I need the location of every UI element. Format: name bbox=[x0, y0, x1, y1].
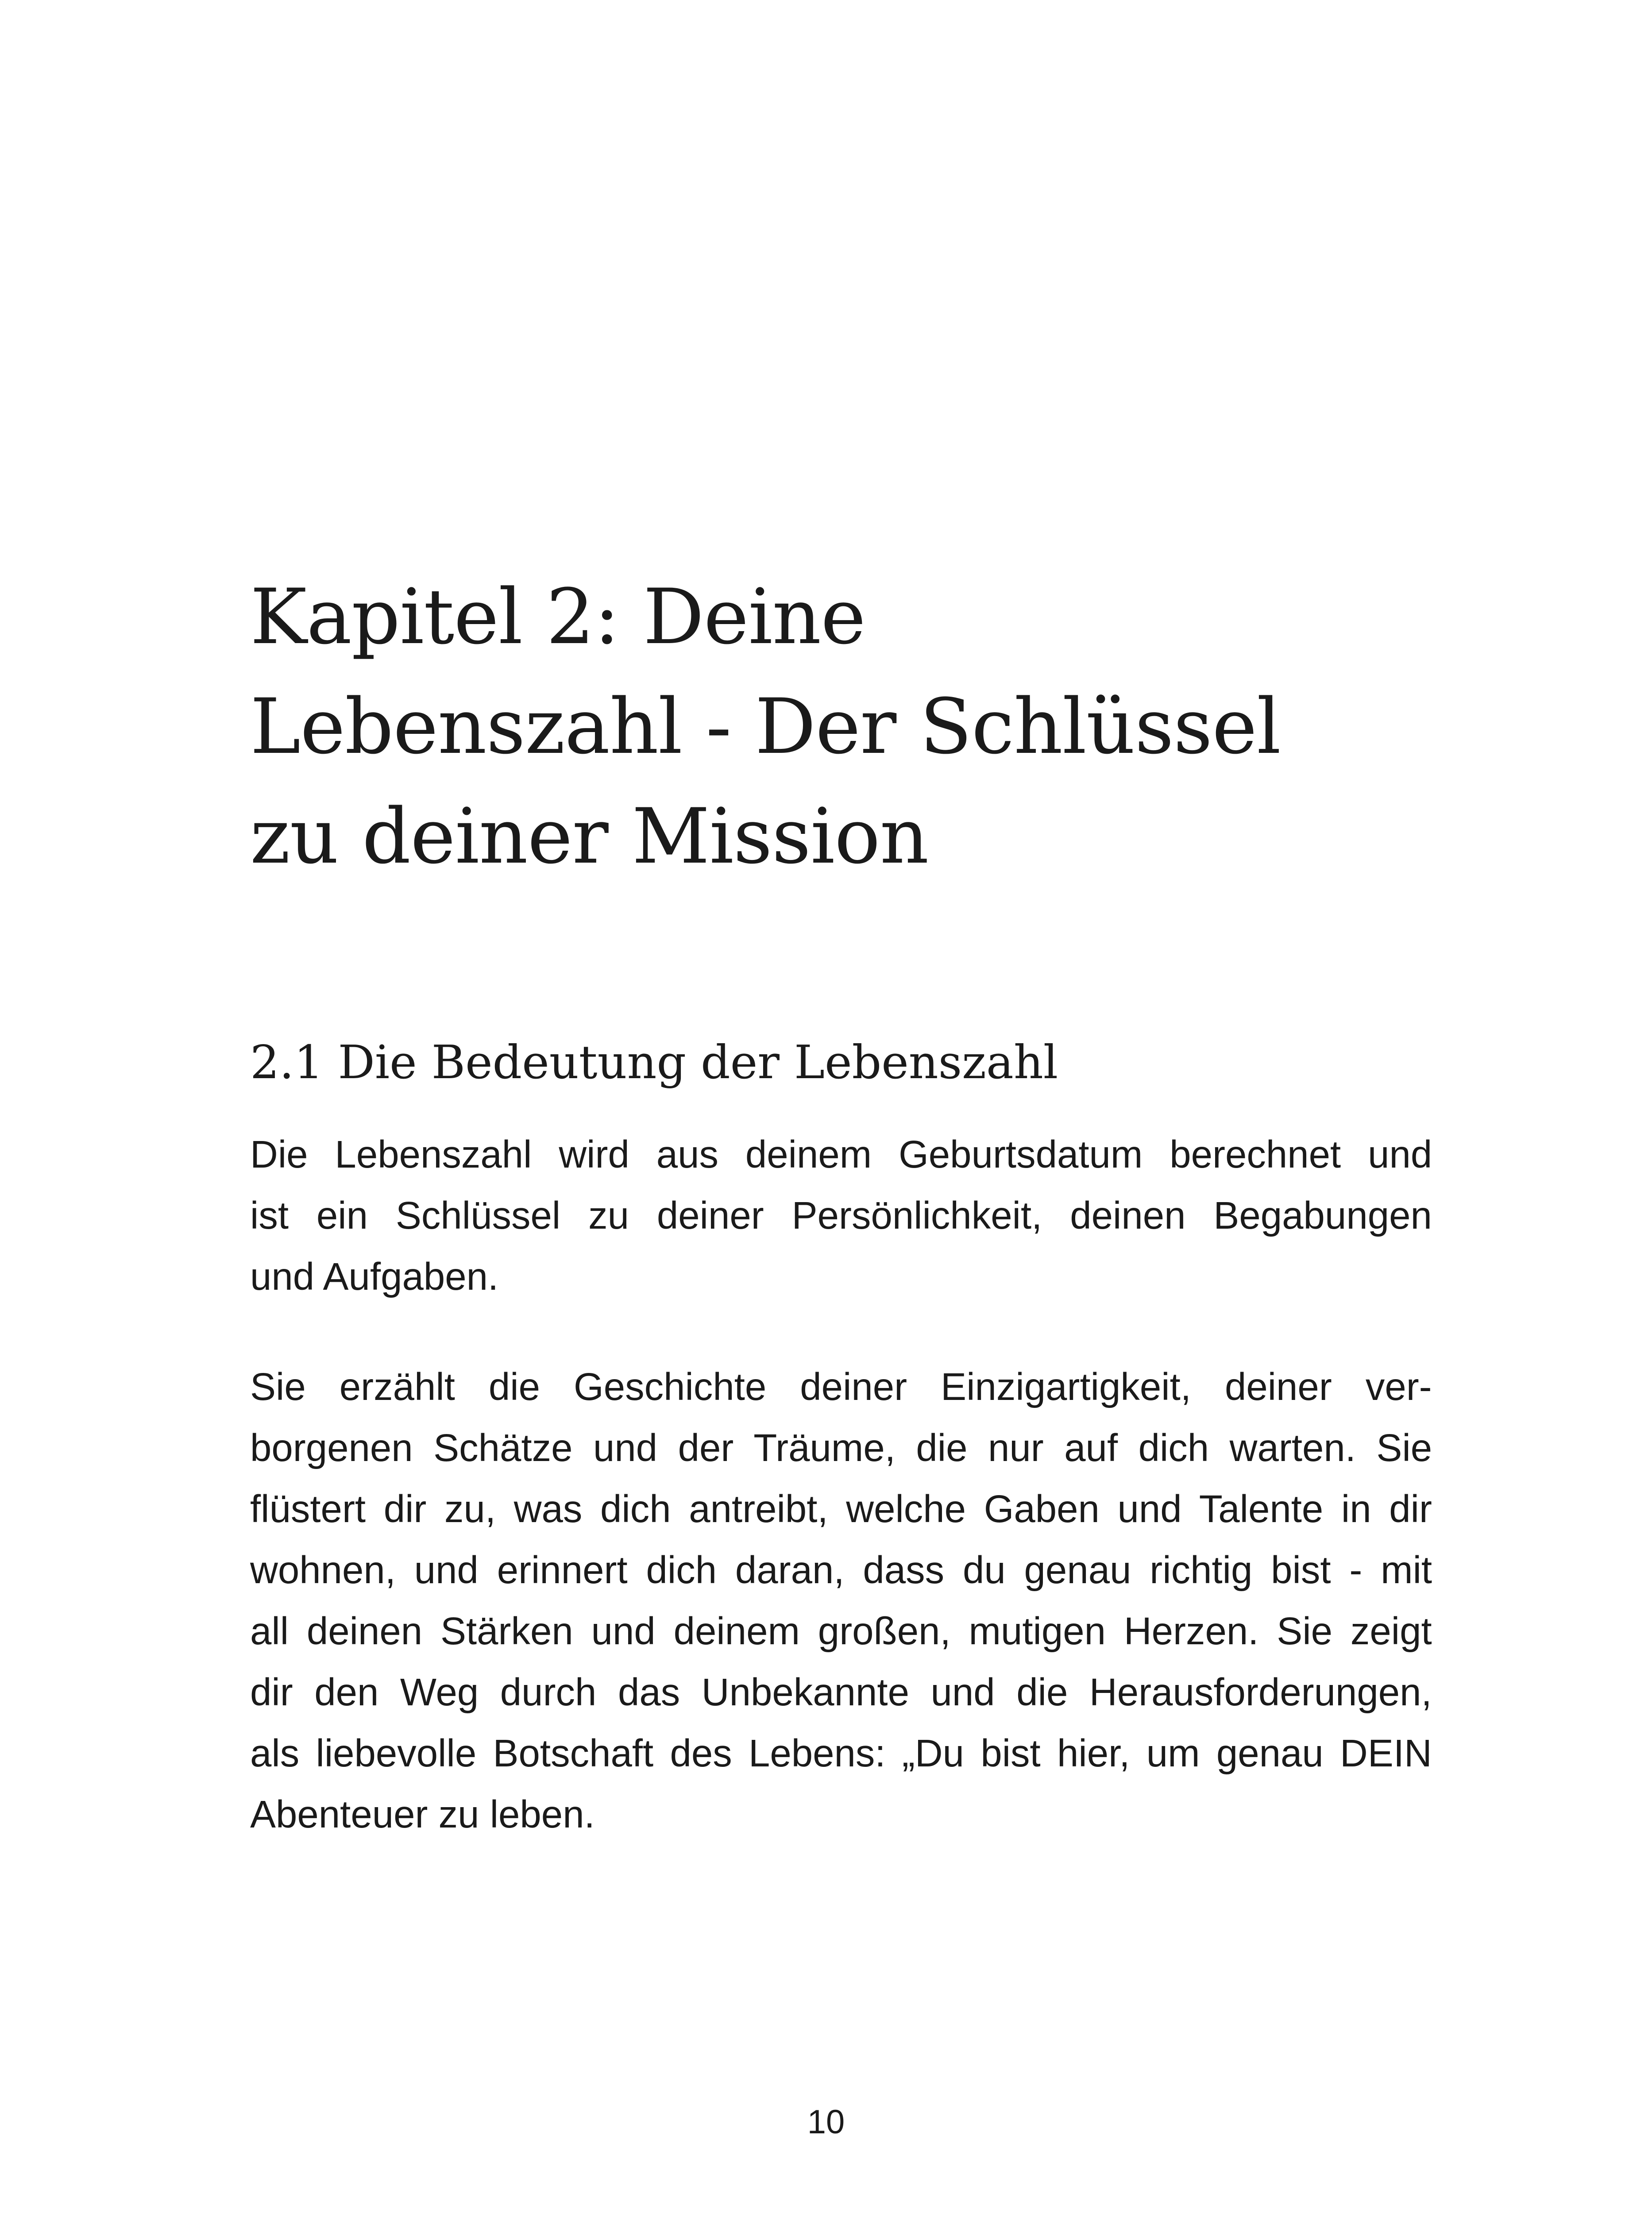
chapter-title-line: Kapitel 2: Deine bbox=[250, 572, 866, 661]
paragraph-line: Abenteuer zu leben. bbox=[250, 1793, 595, 1836]
page-number: 10 bbox=[807, 2103, 845, 2141]
paragraph-line: Sie erzählt die Geschichte deiner Einzigartigkeit, deiner ver- bbox=[250, 1365, 1432, 1408]
paragraph-intro bbox=[250, 1124, 1432, 1307]
paragraph-story bbox=[250, 1357, 1432, 1845]
paragraph-line: borgenen Schätze und der Träume, die nur auf dich warten. Sie bbox=[250, 1426, 1432, 1469]
paragraph-line: als liebevolle Botschaft des Lebens: „Du bist hier, um genau DEIN bbox=[250, 1732, 1432, 1775]
paragraph-line: wohnen, und erinnert dich daran, dass du genau richtig bist - mit bbox=[250, 1549, 1432, 1592]
paragraph-line: flüstert dir zu, was dich antreibt, welche Gaben und Talente in dir bbox=[250, 1488, 1432, 1531]
chapter-title-line: zu deiner Mission bbox=[250, 792, 929, 881]
chapter-title bbox=[250, 562, 1445, 891]
paragraph-line: dir den Weg durch das Unbekannte und die Herausforderungen, bbox=[250, 1671, 1432, 1714]
paragraph-line: all deinen Stärken und deinem großen, mutigen Herzen. Sie zeigt bbox=[250, 1610, 1432, 1653]
chapter-title-line: Lebenszahl - Der Schlüssel bbox=[250, 682, 1281, 771]
paragraph-line: Die Lebenszahl wird aus deinem Geburtsdatum berechnet und bbox=[250, 1133, 1432, 1176]
section-heading: 2.1 Die Bedeutung der Lebenszahl bbox=[250, 1035, 1058, 1089]
paragraph-line: und Aufgaben. bbox=[250, 1255, 499, 1298]
paragraph-line: ist ein Schlüssel zu deiner Persönlichkeit, deinen Begabungen bbox=[250, 1194, 1432, 1237]
